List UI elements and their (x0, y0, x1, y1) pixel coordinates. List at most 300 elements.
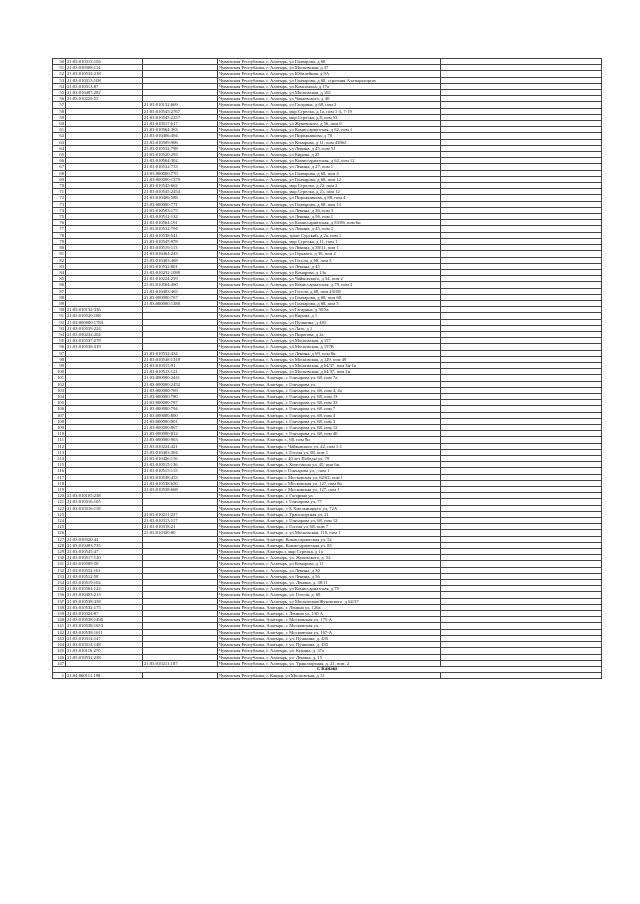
cadastral-number-premises: 21:03:000000:1379 (143, 176, 218, 182)
row-number: 130 (53, 555, 66, 561)
address-cell: Чувашская Республика, г. Алатырь, ул Ленина, д 56, пом 1 (218, 214, 441, 220)
address-cell: Чувашская Республика, г. Алатырь, ул Комиссариатская, д 79, пом 3 (218, 282, 441, 288)
cadastral-number-building: 21:03:010532:161 (66, 567, 143, 573)
address-cell: Чувашская Республика, Алатырь, г. Гончарова ул, 68, пом 7 (218, 406, 441, 412)
row-number: 75 (53, 214, 66, 220)
cadastral-number-premises: 21:03:010426:116 (143, 456, 218, 462)
address-cell: Чувашская Республика, Алатырь, Комиссариатская ул, 52 (218, 536, 441, 542)
cadastral-number-building: 21:03:010407:282 (66, 90, 143, 96)
row-number: 95 (53, 338, 66, 344)
address-cell: Чувашская Республика, г. Алатырь, ул Гоголя, д 68, пом 44108 (218, 288, 441, 294)
row-number: 117 (53, 474, 66, 480)
address-cell: Чувашская Республика, г. Алатырь, мкр Стрелка, д 21, пом 12 (218, 189, 441, 195)
row-number: 67 (53, 164, 66, 170)
address-cell: Чувашская Республика, г. Алатырь, ул Комарова, д 13а (218, 269, 441, 275)
row-number: 99 (53, 362, 66, 368)
row-number: 144 (53, 642, 66, 648)
row-number: 107 (53, 412, 66, 418)
address-cell: Чувашская Республика, г. Алатырь, ул Московская, д 102 (218, 90, 441, 96)
row-number: 84 (53, 269, 66, 275)
row-number: 138 (53, 604, 66, 610)
row-number: 98 (53, 356, 66, 362)
row-number: 125 (53, 524, 66, 530)
address-cell: Чувашская Республика, г. Алатырь, ул. Ленина, д. 15 (218, 654, 441, 660)
row-number: 105 (53, 400, 66, 406)
cadastral-number-premises: 21:03:010545:978 (143, 238, 218, 244)
address-cell: Чувашская Республика, Алатырь г, мкр Стрелка, д 1а (218, 549, 441, 555)
row-number: 56 (53, 96, 66, 102)
address-cell: Чувашская Республика, Алатырь, г. ул Московская, 110, пом 1 (218, 530, 441, 536)
row-number: 109 (53, 424, 66, 430)
cadastral-number-premises: 21:03:010503:175 (143, 207, 218, 213)
cadastral-number-premises: 21:03:010538:668 (143, 487, 218, 493)
row-number: 139 (53, 611, 66, 617)
cadastral-number-building: 21:03:010314:147 (66, 635, 143, 641)
cadastral-number-building: 21:04:060111:198 (66, 673, 143, 679)
address-cell: Чувашская Республика, г. Алатырь, ул Гончарова, д 68, пом 5 (218, 300, 441, 306)
row-number: 104 (53, 393, 66, 399)
table-row (53, 673, 602, 679)
cadastral-number-premises: 21:03:010532:733 (143, 164, 218, 170)
cadastral-number-building: 21:03:010509:58 (66, 561, 143, 567)
address-cell: Чувашская Республика, Алатырь, г. Гончарова ул, 68, пом 12 (218, 518, 441, 524)
address-cell: Чувашская Республика, г. Алатырь, ул Ленина, д 45, пом 2 (218, 226, 441, 232)
cadastral-number-premises: 21:03:010515:115 (143, 468, 218, 474)
row-number: 94 (53, 331, 66, 337)
row-number: 93 (53, 325, 66, 331)
cadastral-number-building: 21:03:010564:122 (66, 586, 143, 592)
address-cell: Чувашская Республика, Алатырь, г. Московская ул, 167-А (218, 629, 441, 635)
row-number: 82 (53, 257, 66, 263)
cadastral-number-premises: 21:03:010564:363 (143, 127, 218, 133)
address-cell: Чувашская Республика, Алатырь, г. Гончарова ул, 68, пом 4 (218, 412, 441, 418)
address-cell: Чувашская Республика, г. Алатырь, ул Ленина, д 45, пом 51 (218, 145, 441, 151)
row-number: 85 (53, 276, 66, 282)
cadastral-number-premises: 21:03:000000:1380 (143, 300, 218, 306)
address-cell: Чувашская Республика, Алатырь г., 68, пом 8н (218, 437, 441, 443)
cadastral-number-building: 21:03:010538:1490 (66, 617, 143, 623)
address-cell: Чувашская Республика, Алатырь, г. Московская ул, - (218, 623, 441, 629)
cadastral-number-premises: 21:03:010538:650 (143, 480, 218, 486)
cadastral-number-premises: 21:03:000000:794 (143, 406, 218, 412)
cadastral-number-premises: 21:03:000000:812 (143, 431, 218, 437)
address-cell: Чувашская Республика, г. Алатырь, ул. Кунина, д. 37а (218, 648, 441, 654)
row-number: 125 (53, 511, 66, 517)
address-cell: Чувашская Республика, г. Алатырь, ул Комиссариатская, д 62, пом 1 (218, 127, 441, 133)
cadastral-number-building: 21:03:010545:47 (66, 549, 143, 555)
address-cell: Чувашская Республика, г. Алатырь, мкр Стрелка, д 1а, пом 1-4, 7-19 (218, 108, 441, 114)
row-number: 121 (53, 499, 66, 505)
row-number: 135 (53, 586, 66, 592)
address-cell: Чувашская Республика, г. Алатырь, ул Ленина, д 36, пом 3 (218, 207, 441, 213)
cadastral-number-building: 21:03:010116:270 (66, 648, 143, 654)
property-table (52, 58, 602, 679)
cadastral-number-building: 21:03:010232:204 (66, 331, 143, 337)
address-cell: Чувашская Республика, г. Алатырь, ул Московская, д 129, пом 49 (218, 356, 441, 362)
address-cell: Чувашская Республика, Алатырь, г. Гоголя ул, 68, пом 7 (218, 524, 441, 530)
row-number: 90 (53, 307, 66, 313)
row-number: 141 (53, 623, 66, 629)
row-number: 66 (53, 158, 66, 164)
cadastral-number-building: 21:03:010324:87 (66, 611, 143, 617)
row-number: 96 (53, 344, 66, 350)
cadastral-number-building: 21:03:010316:118 (66, 505, 143, 511)
address-cell: Чувашская Республика, г. Алатырь, ул Комсомола, д 17а (218, 83, 441, 89)
cadastral-number-building: 21:03:010105:238 (66, 493, 143, 499)
cadastral-number-premises: 21:03:010520:293 (143, 152, 218, 158)
address-cell: Чувашская Республика, г. Алатырь, ул Гончарова, д 68, пом 4 (218, 170, 441, 176)
row-number: 79 (53, 238, 66, 244)
address-cell: Чувашская Республика, г. Алатырь, ул Московская, д 64/37, пом 3н-1н (218, 362, 441, 368)
address-cell: Чувашская Республика, г. Алатырь, тракт Сурский, д 2а, пом 1 (218, 232, 441, 238)
address-cell: Чувашская Республика, г. Алатырь, ул Пирожникова, д 78 (218, 133, 441, 139)
address-cell: Чувашская Республика, Алатырь, г. Гончарова ул, 68, пом 40 (218, 431, 441, 437)
address-cell: Чувашская Республика, Алатырь г. Гончарова ул, , пом 1 (218, 468, 441, 474)
cadastral-number-building: 21:03:010532:175 (66, 604, 143, 610)
row-number: 134 (53, 580, 66, 586)
address-cell: Чувашская Республика, г. Алатырь, мкр Стрелка, д 11, пом 1 (218, 238, 441, 244)
address-cell: Чувашская Республика, г. Алатырь, ул Чайковского, д 34, пом 2 (218, 276, 441, 282)
cadastral-number-premises: 21:03:000000:2452 (143, 381, 218, 387)
address-cell: Чувашская Республика, г. Алатырь, ул Жуковского, д 56, пом 6 (218, 121, 441, 127)
row-number: 60 (53, 121, 66, 127)
row-number: 81 (53, 251, 66, 257)
address-cell: Чувашская Республика, г. Алатырь, ул. Гоголя, д. 68 (218, 592, 441, 598)
cadastral-number-premises: 21:03:010545:2257 (143, 114, 218, 120)
cadastral-number-premises: 21:03:010320:80 (143, 530, 218, 536)
address-cell: Чувашская Республика, Алатырь, г. ул. Пушкина, д. 435 (218, 642, 441, 648)
cadastral-number-premises: 21:03:010224:421 (143, 443, 218, 449)
row-number: 77 (53, 226, 66, 232)
cadastral-number-premises: 21:03:010545:662 (143, 183, 218, 189)
cadastral-number-premises: 21:03:010564:460 (143, 282, 218, 288)
row-number: 51 (53, 65, 66, 71)
address-cell: Чувашская Республика, Алатырь, г. Гончарова ул, 68, пом 12 (218, 424, 441, 430)
row-number: 133 (53, 573, 66, 579)
cadastral-number-premises: 21:03:010211:187 (143, 660, 218, 666)
section-title: г. Канаш (53, 666, 602, 672)
address-cell: Чувашская Республика, Алатырь, г. Ленина ул, 130 А (218, 611, 441, 617)
row-number: 61 (53, 127, 66, 133)
cadastral-number-building: 21:03:010538:1653 (66, 623, 143, 629)
row-number: 78 (53, 232, 66, 238)
cadastral-number-premises: 21:03:010532:798 (143, 145, 218, 151)
address-cell: Чувашская Республика, г. Алатырь, ул Кирова, д 1 (218, 313, 441, 319)
row-number: 54 (53, 83, 66, 89)
row-number: 91 (53, 313, 66, 319)
cadastral-number-building: 21:03:010520:168 (66, 313, 143, 319)
address-cell: Чувашская Республика, г. Алатырь, ул Ленина, д 69, пом 8н (218, 350, 441, 356)
row-number: 126 (53, 530, 66, 536)
cadastral-number-premises: 21:03:000000:767 (143, 294, 218, 300)
cadastral-number-premises: 21:03:000000:807 (143, 424, 218, 430)
address-cell: Чувашская Республика, г. Алатырь, ул Гоголя, д 68, пом 3 (218, 257, 441, 263)
cadastral-number-premises: 21:03:000000:771 (143, 201, 218, 207)
row-number: 52 (53, 71, 66, 77)
cadastral-number-premises: 21:03:010403:465 (143, 288, 218, 294)
address-cell: Чувашская Республика, г. Алатырь, ул Кирова, д 25 (218, 152, 441, 158)
row-number: 102 (53, 381, 66, 387)
cadastral-number-premises: 21:03:010406:588 (143, 195, 218, 201)
cadastral-number-premises: 21:03:010232:1080 (143, 269, 218, 275)
row-number: 103 (53, 387, 66, 393)
row-number: 147 (53, 660, 66, 666)
address-cell: Чувашская Республика, Алатырь, г. Гоголя ул, 68, пом 1 (218, 449, 441, 455)
address-cell: Чувашская Республика, г. Алатырь, ул Юбилейная, д 9А (218, 71, 441, 77)
address-cell: Чувашская Республика, г. Алатырь, ул. Жуковского, д. 54 (218, 555, 441, 561)
row-number: 131 (53, 561, 66, 567)
address-cell: Чувашская Республика, г. Алатырь, ул Гагарина, д 30/3а (218, 307, 441, 313)
address-cell: Чувашская Республика, г. Алатырь, ул Гончарова, д 68, пом 13 (218, 201, 441, 207)
address-cell: Чувашская Республика, Алатырь, г. Гончарова ул, 68, пом 4, 4а (218, 387, 441, 393)
row-number: 120 (53, 493, 66, 499)
cadastral-number-premises: 21:03:010509:906 (143, 139, 218, 145)
address-cell: Чувашская Республика, г. Алатырь, ул Гончарова, д 68, пом 68 (218, 294, 441, 300)
cadastral-number-building: 21:03:010539:224 (66, 325, 143, 331)
address-cell: Чувашская Республика, Алатырь, г. ул. Пушкина, д. 435 (218, 635, 441, 641)
cadastral-number-building: 21:03:010308:114 (66, 65, 143, 71)
row-number: 64 (53, 145, 66, 151)
row-number: 65 (53, 152, 66, 158)
row-number: 116 (53, 468, 66, 474)
address-cell: Чувашская Республика, г. Алатырь, ул Гончарова, д 68, строения Алатырьгоргаз (218, 77, 441, 83)
row-number: 72 (53, 195, 66, 201)
row-number: 106 (53, 406, 66, 412)
cadastral-number-building: 21:03:010316:105 (66, 499, 143, 505)
cadastral-number-premises: 21:03:010211:237 (143, 511, 218, 517)
cadastral-number-building: 21:03:010517:120 (66, 555, 143, 561)
row-number: 101 (53, 375, 66, 381)
address-cell: Чувашская Республика, Алатырь, г. Гончарова ул, 68, пом 13 (218, 393, 441, 399)
address-cell: Чувашская Республика, г. Алатырь, ул Комарова, д 11 (218, 561, 441, 567)
cadastral-number-premises: 21:03:010532:434 (143, 350, 218, 356)
address-cell: Чувашская Республика, Алатырь, г. Ленина ул, 126а (218, 604, 441, 610)
row-number: 63 (53, 139, 66, 145)
cadastral-number-premises: 21:03:010545:2454 (143, 189, 218, 195)
row-number: 58 (53, 108, 66, 114)
row-number: 137 (53, 598, 66, 604)
cadastral-number-building: 21:03:010313:104 (66, 59, 143, 65)
empty-cell (441, 673, 602, 679)
cadastral-number-building: 21:03:010538:338 (66, 598, 143, 604)
address-cell: Чувашская Республика, г. Алатырь, ул Ленина, д 38/11, пом 1 (218, 245, 441, 251)
address-cell: Чувашская Республика, Алатырь г. Чайковского ул, 42, пом 1-1 (218, 443, 441, 449)
address-cell: Чувашская Республика, г. Алатырь, ул Комиссариатская, д 79 (218, 586, 441, 592)
address-cell: Чувашская Республика, Алатырь, г. Гончарова ул, 68, пом 33 (218, 400, 441, 406)
address-cell: Чувашская Республика, Алатырь, г. Транспортная ул, 21 (218, 511, 441, 517)
cadastral-number-premises: 21:03:000000:780 (143, 393, 218, 399)
cadastral-number-premises: 21:03:010132:669 (143, 102, 218, 108)
cadastral-number-premises: 21:03:010519:113 (143, 245, 218, 251)
address-cell: Чувашская Республика, г. Алатырь, ул Гончарова, д 68, пом 12 (218, 176, 441, 182)
address-cell: Чувашская Республика, г. Алатырь, ул Лазо, д 1 (218, 325, 441, 331)
address-cell: Чувашская Республика, г. Алатырь, ул Ленина, д 45 (218, 263, 441, 269)
address-cell: Чувашская Республика, г. Канаш, ул Московская, д 13 (218, 673, 441, 679)
cadastral-number-building: 21:03:010320:44 (66, 536, 143, 542)
row-number: 87 (53, 288, 66, 294)
address-cell: Чувашская Республика, г. Алатырь, ул Горького, д 36, пом 2 (218, 251, 441, 257)
cadastral-number-building: 21:03:010223:55 (66, 96, 143, 102)
cadastral-number-premises: 21:03:010318:21 (143, 524, 218, 530)
cadastral-number-premises: 21:03:010512:132 (143, 214, 218, 220)
cadastral-number-premises: 21:03:010517:617 (143, 121, 218, 127)
cadastral-number-premises (143, 673, 218, 679)
row-number: 118 (53, 480, 66, 486)
cadastral-number-premises: 21:03:010403:468 (143, 257, 218, 263)
address-cell: Чувашская Республика, Алатырь, Комиссариатская ул, 83 (218, 542, 441, 548)
address-cell: Чувашская Республика, Алатырь г. Московская ул, 127, пом 8н (218, 480, 441, 486)
address-cell: Чувашская Республика, Алатырь, г. Гагарина ул, (218, 493, 441, 499)
address-cell: Чувашская Республика, г. Алатырь, ул Московская, д 157В (218, 344, 441, 350)
row-number: 146 (53, 654, 66, 660)
cadastral-number-building: 21:03:010403:735 (66, 542, 143, 548)
cadastral-number-premises: 21:03:010564:302 (143, 158, 218, 164)
row-number: 128 (53, 542, 66, 548)
row-number: 124 (53, 518, 66, 524)
row-number: 88 (53, 294, 66, 300)
row-number: 136 (53, 592, 66, 598)
address-cell: Чувашская Республика, Алатырь г. Московская ул, 62/62, пом 1 (218, 474, 441, 480)
property-table-body (53, 59, 602, 679)
cadastral-number-building: 21:03:010532:238 (66, 654, 143, 660)
address-cell: Чувашская Республика, Алатырь г. Московская ул, 127, пом 1 (218, 487, 441, 493)
row-number: 55 (53, 90, 66, 96)
cadastral-number-premises: 21:03:000000:770 (143, 170, 218, 176)
cadastral-number-premises: 21:03:000000:800 (143, 412, 218, 418)
row-number: 142 (53, 629, 66, 635)
address-cell: Чувашская Республика, г. Алатырь, ул. Транспортная, д. 21, пом. 2 (218, 660, 441, 666)
row-number: 53 (53, 77, 66, 83)
cadastral-number-building: 21:03:010538:319 (66, 344, 143, 350)
row-number: 127 (53, 536, 66, 542)
address-cell: Чувашская Республика, г. Алатырь, ул Ленина, д 27, пом 1 (218, 164, 441, 170)
cadastral-number-building: 21:03:010537:278 (66, 338, 143, 344)
row-number: 111 (53, 437, 66, 443)
address-cell: Чувашская Республика, Алатырь, г. Гончарова ул, 77 (218, 499, 441, 505)
address-cell: Чувашская Республика, г. Алатырь, ул Московская, д 157 (218, 338, 441, 344)
address-cell: Чувашская Республика, г. Алатырь, ул Гончарова, д 68 (218, 59, 441, 65)
cadastral-number-premises: 21:03:010513:121 (143, 369, 218, 375)
cadastral-number-building: 21:03:000000:1784 (66, 319, 143, 325)
address-cell: Чувашская Республика, г. Алатырь, ул Ленина, д 56 (218, 573, 441, 579)
row-number: 69 (53, 176, 66, 182)
row-number: 50 (53, 59, 66, 65)
row-number: 76 (53, 220, 66, 226)
cadastral-number-building: 21:03:010132:336 (66, 307, 143, 313)
address-cell: Чувашская Республика, г. Алатырь, мкр Стрелка, д 8, пом 53 (218, 114, 441, 120)
cadastral-number-premises: 21:03:010313:117 (143, 518, 218, 524)
row-number: 86 (53, 282, 66, 288)
cadastral-number-premises: 21:03:010538:433 (143, 474, 218, 480)
row-number: 122 (53, 505, 66, 511)
registry-sheet (52, 58, 602, 679)
row-number: 89 (53, 300, 66, 306)
cadastral-number-premises: 21:03:000000:801 (143, 418, 218, 424)
cadastral-number-premises: 21:03:010515:136 (143, 462, 218, 468)
cadastral-number-premises: 21:03:000000:787 (143, 400, 218, 406)
row-number: 62 (53, 133, 66, 139)
row-number: 73 (53, 201, 66, 207)
row-number: 92 (53, 319, 66, 325)
address-cell: Чувашская Республика, Алатырь, г. Комсомола ул, 45, пом 6н (218, 462, 441, 468)
address-cell: Чувашская Республика, Алатырь, г. Гончарова ул, (218, 381, 441, 387)
cadastral-number-building: 21:03:010538:1611 (66, 629, 143, 635)
cadastral-number-building: 21:03:010519:102 (66, 580, 143, 586)
address-cell: Чувашская Республика, г. Алатырь, ул Московская, д 64/37, пом 2н (218, 369, 441, 375)
row-number: 119 (53, 487, 66, 493)
cadastral-number-premises: 21:03:010538:1318 (143, 356, 218, 362)
cadastral-number-building: 21:03:010403:213 (66, 592, 143, 598)
cadastral-number-premises: 21:03:010538:541 (143, 232, 218, 238)
cadastral-number-premises: 21:03:010532:801 (143, 263, 218, 269)
row-number: 108 (53, 418, 66, 424)
row-number: 80 (53, 245, 66, 251)
address-cell: Чувашская Республика, Алатырь, г. Московская ул, 175-А (218, 617, 441, 623)
address-cell: Чувашская Республика, г. Алатырь, ул. Ленина, д. 38/11 (218, 580, 441, 586)
cadastral-number-building: 21:03:010534:218 (66, 71, 143, 77)
cadastral-number-premises: 21:03:010315:91 (143, 362, 218, 368)
row-number: 129 (53, 549, 66, 555)
cadastral-number-building: 21:03:010512:58 (66, 573, 143, 579)
row-number: 57 (53, 102, 66, 108)
address-cell: Чувашская Республика, г. Алатырь, ул Комиссариатская, д 83/86, пом 6н (218, 220, 441, 226)
row-number: 100 (53, 369, 66, 375)
address-cell: Чувашская Республика, Алатырь г. 40 лет Победы ул, 79 (218, 456, 441, 462)
address-cell: Чувашская Республика, г. Алатырь, ул Гагарина, д 68, пом 2 (218, 102, 441, 108)
address-cell: Чувашская Республика, г. Алатырь, ул Комиссариатская, д 62, пом 12 (218, 158, 441, 164)
address-cell: Чувашская Республика, г. Алатырь, мкр Стрелка, д 22, пом 2 (218, 183, 441, 189)
row-number: 143 (53, 635, 66, 641)
cadastral-number-premises: 21:03:000000:963 (143, 437, 218, 443)
address-cell: Чувашская Республика, г. Алатырь, ул Пушкина, д 430 (218, 319, 441, 325)
cadastral-number-premises: 21:03:010406:494 (143, 133, 218, 139)
row-number: 71 (53, 189, 66, 195)
cadastral-number-premises: 21:03:010464:243 (143, 251, 218, 257)
address-cell: Чувашская Республика, Алатырь, г. Гончарова ул, 68, пом 7а (218, 375, 441, 381)
row-number: 97 (53, 350, 66, 356)
row-number: 68 (53, 170, 66, 176)
address-cell: Чувашская Республика, г. Алатырь, ул Пирогова, д 2а (218, 331, 441, 337)
address-cell: Чувашская Республика, г. Алатырь, ул Московская/Жуковского, д 64/37 (218, 598, 441, 604)
cadastral-number-premises: 21:03:010545:2767 (143, 108, 218, 114)
cadastral-number-premises: 21:03:010224:259 (143, 276, 218, 282)
cadastral-number-premises: 21:03:000000:2441 (143, 375, 218, 381)
cadastral-number-premises: 21:03:000000:769 (143, 387, 218, 393)
row-number: 59 (53, 114, 66, 120)
row-number: 112 (53, 443, 66, 449)
row-number: 83 (53, 263, 66, 269)
cadastral-number-building: 21:03:010313:87 (66, 83, 143, 89)
address-cell: Чувашская Республика, Алатырь, г. Гончарова ул, 68, пом 3 (218, 418, 441, 424)
cadastral-number-premises: 21:03:010564:191 (143, 220, 218, 226)
row-number: 140 (53, 617, 66, 623)
cadastral-number-premises: 21:03:010403:304 (143, 449, 218, 455)
row-number: 113 (53, 449, 66, 455)
address-cell: Чувашская Республика, г. Алатырь, ул Чапаевского, д 40 (218, 96, 441, 102)
address-cell: Чувашская Республика, Алатырь, г. Б.Хмельницкого ул, 72А (218, 505, 441, 511)
row-number: 70 (53, 183, 66, 189)
row-number: 1 (53, 673, 66, 679)
row-number: 114 (53, 456, 66, 462)
address-cell: Чувашская Республика, г. Алатырь, ул Московская, д 37 (218, 65, 441, 71)
row-number: 115 (53, 462, 66, 468)
address-cell: Чувашская Республика, г. Алатырь, ул Комарова, д 11, пом 43862 (218, 139, 441, 145)
row-number: 74 (53, 207, 66, 213)
row-number: 110 (53, 431, 66, 437)
cadastral-number-premises: 21:03:010532:794 (143, 226, 218, 232)
address-cell: Чувашская Республика, г. Алатырь, ул Ленина, д 30 (218, 567, 441, 573)
row-number: 145 (53, 648, 66, 654)
